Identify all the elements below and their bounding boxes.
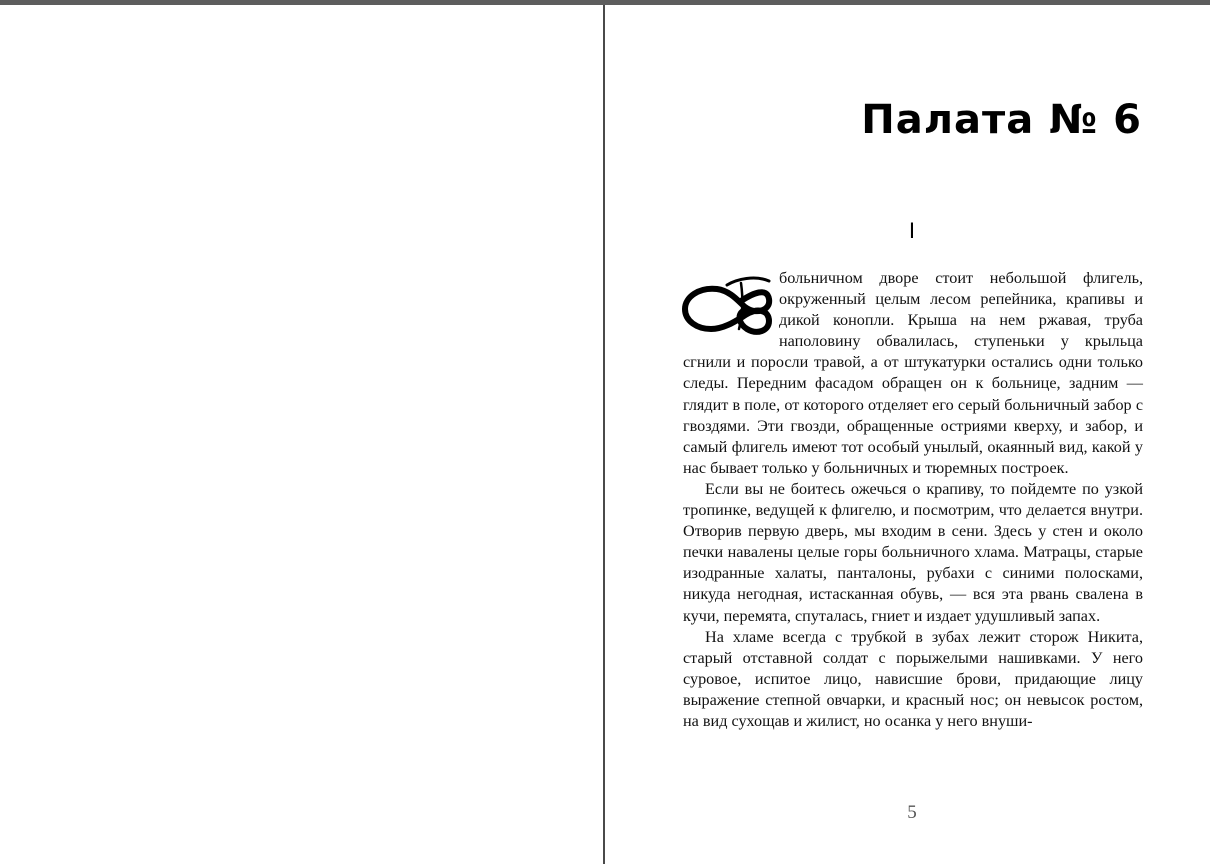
paragraph-1: больничном дворе стоит небольшой флигель, окруженный целым лесом репейника, крапивы и дикой конопли. Крыша на нем ржавая, труба наполовину обвалилась, ступеньки у крыльца сгнили и поросли травой, а от штукатурки остались одни только следы. Передним фасадом обращен он к больнице, задним — глядит в поле, от которого отделяет его серый больничный забор с гвоздями. Эти гвозди, обращенные остриями кверху, и забор, и самый флигель имеют тот особый унылый, окаянный вид, какой у нас бывает только у больничных и тюремных построек. [683,269,1143,477]
body-text [683,268,1143,732]
page-number: 5 [907,802,917,823]
right-page [605,5,1210,864]
left-page-blank [0,5,604,864]
chapter-title: Палата № 6 [861,97,1142,143]
dropcap-letter-icon [681,273,773,337]
paragraph-3: На хламе всегда с трубкой в зубах лежит сторож Никита, старый отставной солдат с порыжелыми нашивками. У него суровое, испитое лицо, нависшие брови, придающие лицу выражение степной овчарки, и красный нос; он невысок ростом, на вид сухощав и жилист, но осанка у него внуши- [683,627,1143,730]
paragraph-2: Если вы не боитесь ожечься о крапиву, то пойдемте по узкой тропинке, ведущей к флигелю, и посмотрим, что делается внутри. Отворив первую дверь, мы входим в сени. Здесь у стен и около печки навалены целые горы больничного хлама. Матрацы, старые изодранные халаты, панталоны, рубахи с синими полосками, никуда негодная, истасканная обувь, — вся эта рвань свалена в кучи, перемята, спуталась, гниет и издает удушливый запах. [683,479,1143,625]
section-number: I [908,219,916,243]
